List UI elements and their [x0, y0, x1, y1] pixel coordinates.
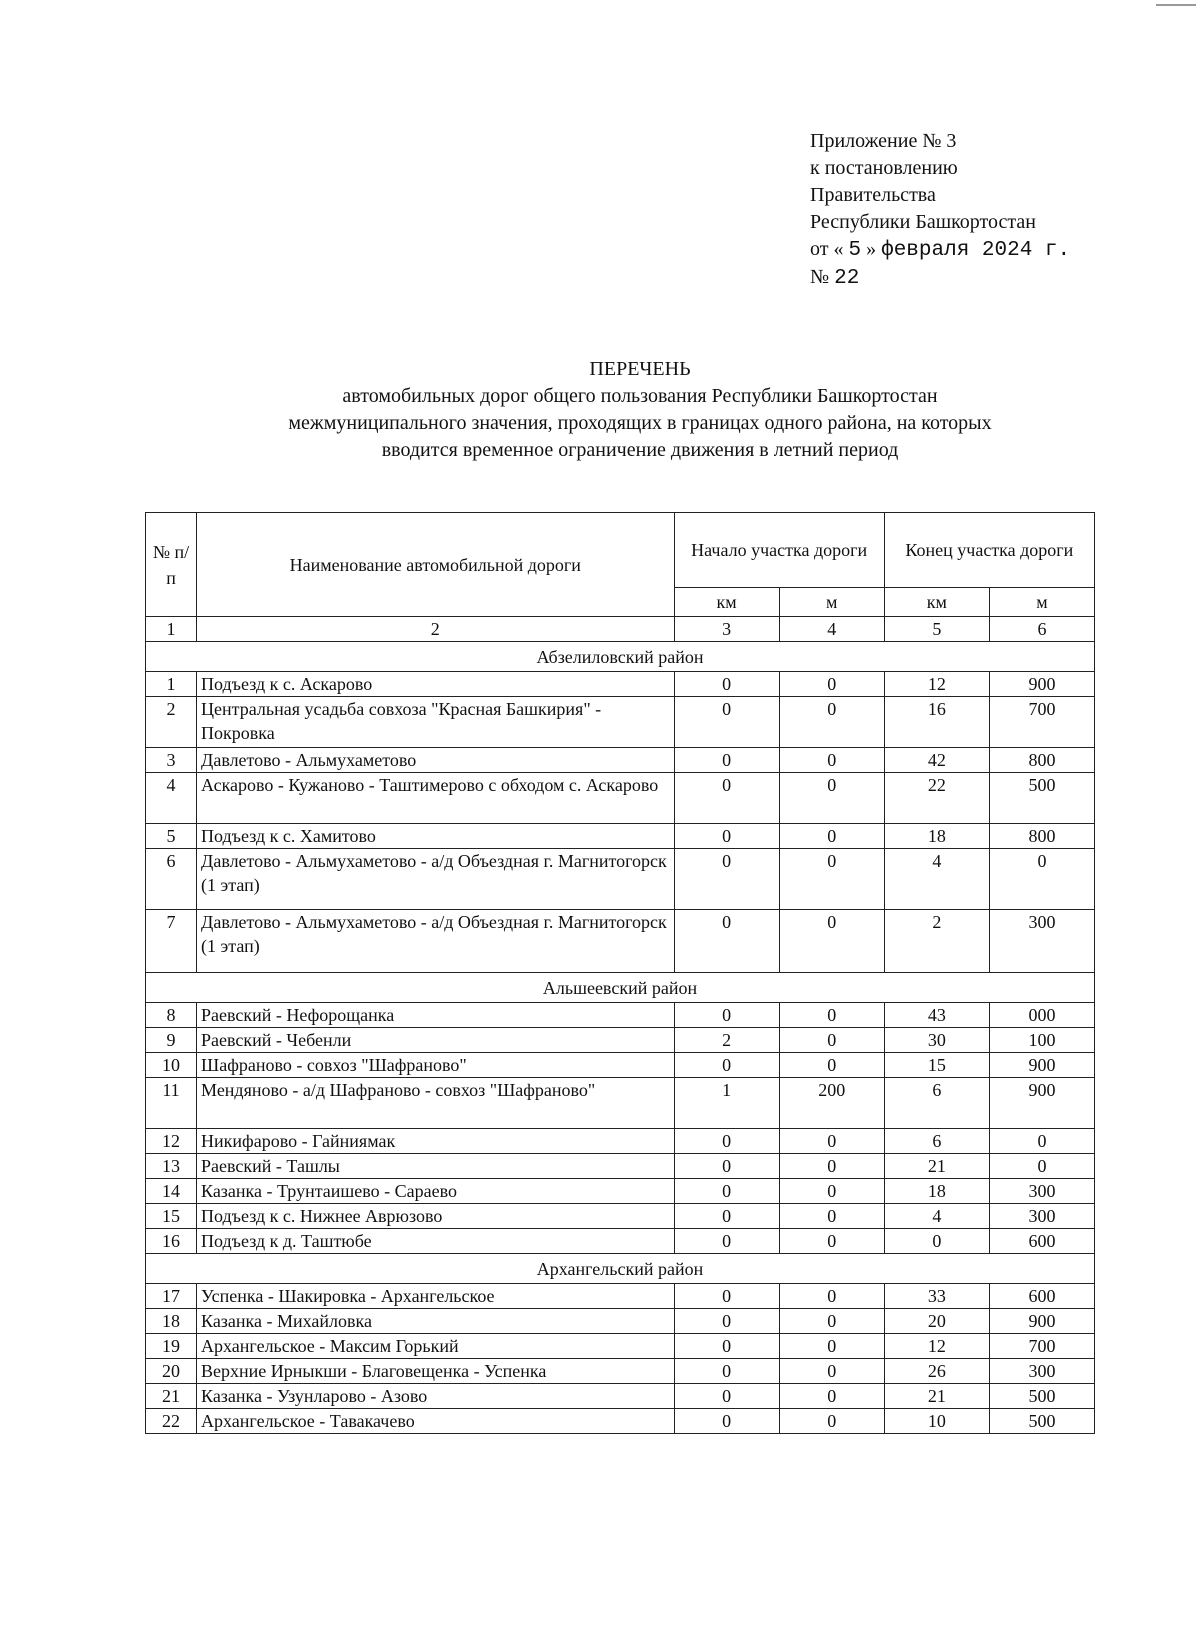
road-name: Давлетово - Альмухаметово - а/д Объездная г. Магнитогорск (1 этап) — [197, 849, 675, 910]
table-row — [146, 1309, 1095, 1334]
start-m: 0 — [779, 748, 884, 773]
end-km: 20 — [884, 1309, 989, 1334]
appendix-line-3: Правительства — [810, 184, 936, 206]
title-line-1: ПЕРЕЧЕНЬ — [589, 358, 691, 380]
end-km: 21 — [884, 1154, 989, 1179]
start-km: 0 — [674, 1229, 779, 1254]
end-km: 12 — [884, 1334, 989, 1359]
appendix-block — [810, 128, 1070, 292]
end-km: 21 — [884, 1384, 989, 1409]
date-month-year: февраля 2024 г. — [881, 239, 1071, 262]
start-m: 0 — [779, 910, 884, 973]
start-km: 1 — [674, 1078, 779, 1129]
header-start-m: м — [779, 588, 884, 617]
start-km: 0 — [674, 1384, 779, 1409]
title-line-3: межмуниципального значения, проходящих в границах одного района, на которых — [288, 412, 992, 434]
end-m: 900 — [989, 1309, 1094, 1334]
end-m: 100 — [989, 1028, 1094, 1053]
end-km: 12 — [884, 672, 989, 697]
start-m: 200 — [779, 1078, 884, 1129]
end-km: 4 — [884, 1204, 989, 1229]
end-m: 300 — [989, 910, 1094, 973]
start-km: 0 — [674, 1309, 779, 1334]
appendix-number — [810, 264, 1070, 292]
end-m: 500 — [989, 1384, 1094, 1409]
end-km: 4 — [884, 849, 989, 910]
row-number: 2 — [146, 697, 197, 748]
header-end: Конец участка дороги — [884, 513, 1094, 588]
end-m: 300 — [989, 1204, 1094, 1229]
end-m: 500 — [989, 1409, 1094, 1434]
road-name: Давлетово - Альмухаметово - а/д Объездная г. Магнитогорск (1 этап) — [197, 910, 675, 973]
end-km: 43 — [884, 1003, 989, 1028]
end-km: 22 — [884, 773, 989, 824]
end-m: 600 — [989, 1284, 1094, 1309]
row-number: 11 — [146, 1078, 197, 1129]
start-m: 0 — [779, 1179, 884, 1204]
end-m: 300 — [989, 1179, 1094, 1204]
appendix-line-2: к постановлению — [810, 157, 958, 179]
end-km: 18 — [884, 1179, 989, 1204]
district-row — [146, 973, 1095, 1003]
table-row — [146, 1384, 1095, 1409]
road-name: Казанка - Михайловка — [197, 1309, 675, 1334]
end-m: 0 — [989, 1129, 1094, 1154]
header-end-m: м — [989, 588, 1094, 617]
road-name: Подъезд к с. Хамитово — [197, 824, 675, 849]
header-name: Наименование автомобильной дороги — [197, 513, 675, 617]
row-number: 19 — [146, 1334, 197, 1359]
table-row — [146, 1028, 1095, 1053]
road-name: Успенка - Шакировка - Архангельское — [197, 1284, 675, 1309]
row-number: 3 — [146, 748, 197, 773]
colnum-3: 3 — [674, 617, 779, 642]
table-row — [146, 1078, 1095, 1129]
table-row — [146, 1334, 1095, 1359]
start-m: 0 — [779, 773, 884, 824]
row-number: 5 — [146, 824, 197, 849]
start-m: 0 — [779, 1284, 884, 1309]
row-number: 22 — [146, 1409, 197, 1434]
start-m: 0 — [779, 1409, 884, 1434]
end-m: 500 — [989, 773, 1094, 824]
table-row — [146, 1229, 1095, 1254]
appendix-date — [810, 236, 1070, 264]
number-prefix: № — [810, 266, 835, 288]
start-km: 0 — [674, 849, 779, 910]
start-km: 0 — [674, 1204, 779, 1229]
table-row — [146, 1003, 1095, 1028]
start-m: 0 — [779, 672, 884, 697]
header-num: № п/п — [146, 513, 197, 617]
table-row — [146, 1204, 1095, 1229]
end-km: 2 — [884, 910, 989, 973]
title-line-2: автомобильных дорог общего пользования Республики Башкортостан — [342, 385, 938, 407]
start-km: 0 — [674, 748, 779, 773]
row-number: 17 — [146, 1284, 197, 1309]
end-km: 0 — [884, 1229, 989, 1254]
road-name: Подъезд к с. Нижнее Аврюзово — [197, 1204, 675, 1229]
road-name: Раевский - Ташлы — [197, 1154, 675, 1179]
table-row — [146, 849, 1095, 910]
document-title — [0, 356, 1200, 464]
date-mid: » — [861, 238, 882, 260]
start-m: 0 — [779, 1028, 884, 1053]
end-km: 18 — [884, 824, 989, 849]
start-km: 0 — [674, 1284, 779, 1309]
road-name: Казанка - Трунтаишево - Сараево — [197, 1179, 675, 1204]
appendix-line-1: Приложение № 3 — [810, 130, 957, 152]
end-m: 000 — [989, 1003, 1094, 1028]
header-start-km: км — [674, 588, 779, 617]
end-km: 42 — [884, 748, 989, 773]
start-m: 0 — [779, 1204, 884, 1229]
scan-mark — [1156, 4, 1196, 6]
header-start: Начало участка дороги — [674, 513, 884, 588]
road-name: Казанка - Узунларово - Азово — [197, 1384, 675, 1409]
row-number: 1 — [146, 672, 197, 697]
colnum-2: 2 — [197, 617, 675, 642]
end-m: 900 — [989, 1053, 1094, 1078]
road-name: Подъезд к с. Аскарово — [197, 672, 675, 697]
number-value: 22 — [834, 267, 860, 290]
end-m: 900 — [989, 1078, 1094, 1129]
start-m: 0 — [779, 1384, 884, 1409]
start-km: 2 — [674, 1028, 779, 1053]
road-name: Никифарово - Гайниямак — [197, 1129, 675, 1154]
appendix-line-4: Республики Башкортостан — [810, 211, 1036, 233]
row-number: 8 — [146, 1003, 197, 1028]
start-m: 0 — [779, 1129, 884, 1154]
table-row — [146, 697, 1095, 748]
start-m: 0 — [779, 1334, 884, 1359]
end-km: 10 — [884, 1409, 989, 1434]
row-number: 20 — [146, 1359, 197, 1384]
end-m: 800 — [989, 824, 1094, 849]
start-km: 0 — [674, 1179, 779, 1204]
end-km: 26 — [884, 1359, 989, 1384]
end-m: 700 — [989, 697, 1094, 748]
header-row — [146, 513, 1095, 588]
row-number: 10 — [146, 1053, 197, 1078]
row-number: 18 — [146, 1309, 197, 1334]
table-row — [146, 1359, 1095, 1384]
row-number: 14 — [146, 1179, 197, 1204]
start-m: 0 — [779, 1003, 884, 1028]
road-name: Мендяново - а/д Шафраново - совхоз "Шафраново" — [197, 1078, 675, 1129]
road-name: Архангельское - Максим Горький — [197, 1334, 675, 1359]
row-number: 12 — [146, 1129, 197, 1154]
start-m: 0 — [779, 1359, 884, 1384]
road-name: Верхние Ирныкши - Благовещенка - Успенка — [197, 1359, 675, 1384]
start-m: 0 — [779, 697, 884, 748]
colnum-5: 5 — [884, 617, 989, 642]
district-row — [146, 1254, 1095, 1284]
start-km: 0 — [674, 910, 779, 973]
road-name: Шафраново - совхоз "Шафраново" — [197, 1053, 675, 1078]
table-row — [146, 910, 1095, 973]
row-number: 16 — [146, 1229, 197, 1254]
end-km: 6 — [884, 1129, 989, 1154]
table-row — [146, 1409, 1095, 1434]
table-row — [146, 773, 1095, 824]
end-km: 16 — [884, 697, 989, 748]
end-km: 15 — [884, 1053, 989, 1078]
colnum-6: 6 — [989, 617, 1094, 642]
date-day: 5 — [848, 239, 862, 262]
column-number-row — [146, 617, 1095, 642]
table-row — [146, 1129, 1095, 1154]
table-row — [146, 1053, 1095, 1078]
end-m: 800 — [989, 748, 1094, 773]
start-km: 0 — [674, 1003, 779, 1028]
start-km: 0 — [674, 773, 779, 824]
row-number: 7 — [146, 910, 197, 973]
end-km: 33 — [884, 1284, 989, 1309]
row-number: 13 — [146, 1154, 197, 1179]
end-m: 300 — [989, 1359, 1094, 1384]
road-name: Архангельское - Тавакачево — [197, 1409, 675, 1434]
roads-table — [145, 512, 1095, 1434]
road-name: Давлетово - Альмухаметово — [197, 748, 675, 773]
start-m: 0 — [779, 1154, 884, 1179]
start-km: 0 — [674, 824, 779, 849]
end-km: 30 — [884, 1028, 989, 1053]
road-name: Аскарово - Кужаново - Таштимерово с обходом с. Аскарово — [197, 773, 675, 824]
district-name: Абзелиловский район — [146, 642, 1095, 672]
end-m: 700 — [989, 1334, 1094, 1359]
end-km: 6 — [884, 1078, 989, 1129]
title-line-4: вводится временное ограничение движения в летний период — [381, 439, 899, 461]
table-row — [146, 672, 1095, 697]
table-row — [146, 1154, 1095, 1179]
row-number: 9 — [146, 1028, 197, 1053]
start-m: 0 — [779, 849, 884, 910]
end-m: 0 — [989, 849, 1094, 910]
start-km: 0 — [674, 1334, 779, 1359]
start-m: 0 — [779, 1053, 884, 1078]
row-number: 15 — [146, 1204, 197, 1229]
start-km: 0 — [674, 1154, 779, 1179]
district-name: Альшеевский район — [146, 973, 1095, 1003]
road-name: Раевский - Нефорощанка — [197, 1003, 675, 1028]
row-number: 21 — [146, 1384, 197, 1409]
end-m: 600 — [989, 1229, 1094, 1254]
table-row — [146, 748, 1095, 773]
road-name: Раевский - Чебенли — [197, 1028, 675, 1053]
district-row — [146, 642, 1095, 672]
start-m: 0 — [779, 1229, 884, 1254]
table-row — [146, 1179, 1095, 1204]
start-km: 0 — [674, 1409, 779, 1434]
colnum-1: 1 — [146, 617, 197, 642]
table-row — [146, 824, 1095, 849]
row-number: 6 — [146, 849, 197, 910]
start-km: 0 — [674, 1359, 779, 1384]
header-end-km: км — [884, 588, 989, 617]
end-m: 0 — [989, 1154, 1094, 1179]
district-name: Архангельский район — [146, 1254, 1095, 1284]
start-km: 0 — [674, 697, 779, 748]
start-km: 0 — [674, 1053, 779, 1078]
row-number: 4 — [146, 773, 197, 824]
road-name: Подъезд к д. Таштюбе — [197, 1229, 675, 1254]
start-km: 0 — [674, 1129, 779, 1154]
start-m: 0 — [779, 1309, 884, 1334]
start-km: 0 — [674, 672, 779, 697]
date-prefix: от « — [810, 238, 849, 260]
end-m: 900 — [989, 672, 1094, 697]
table-row — [146, 1284, 1095, 1309]
road-name: Центральная усадьба совхоза "Красная Башкирия" - Покровка — [197, 697, 675, 748]
roads-table-body — [146, 513, 1095, 1434]
start-m: 0 — [779, 824, 884, 849]
colnum-4: 4 — [779, 617, 884, 642]
